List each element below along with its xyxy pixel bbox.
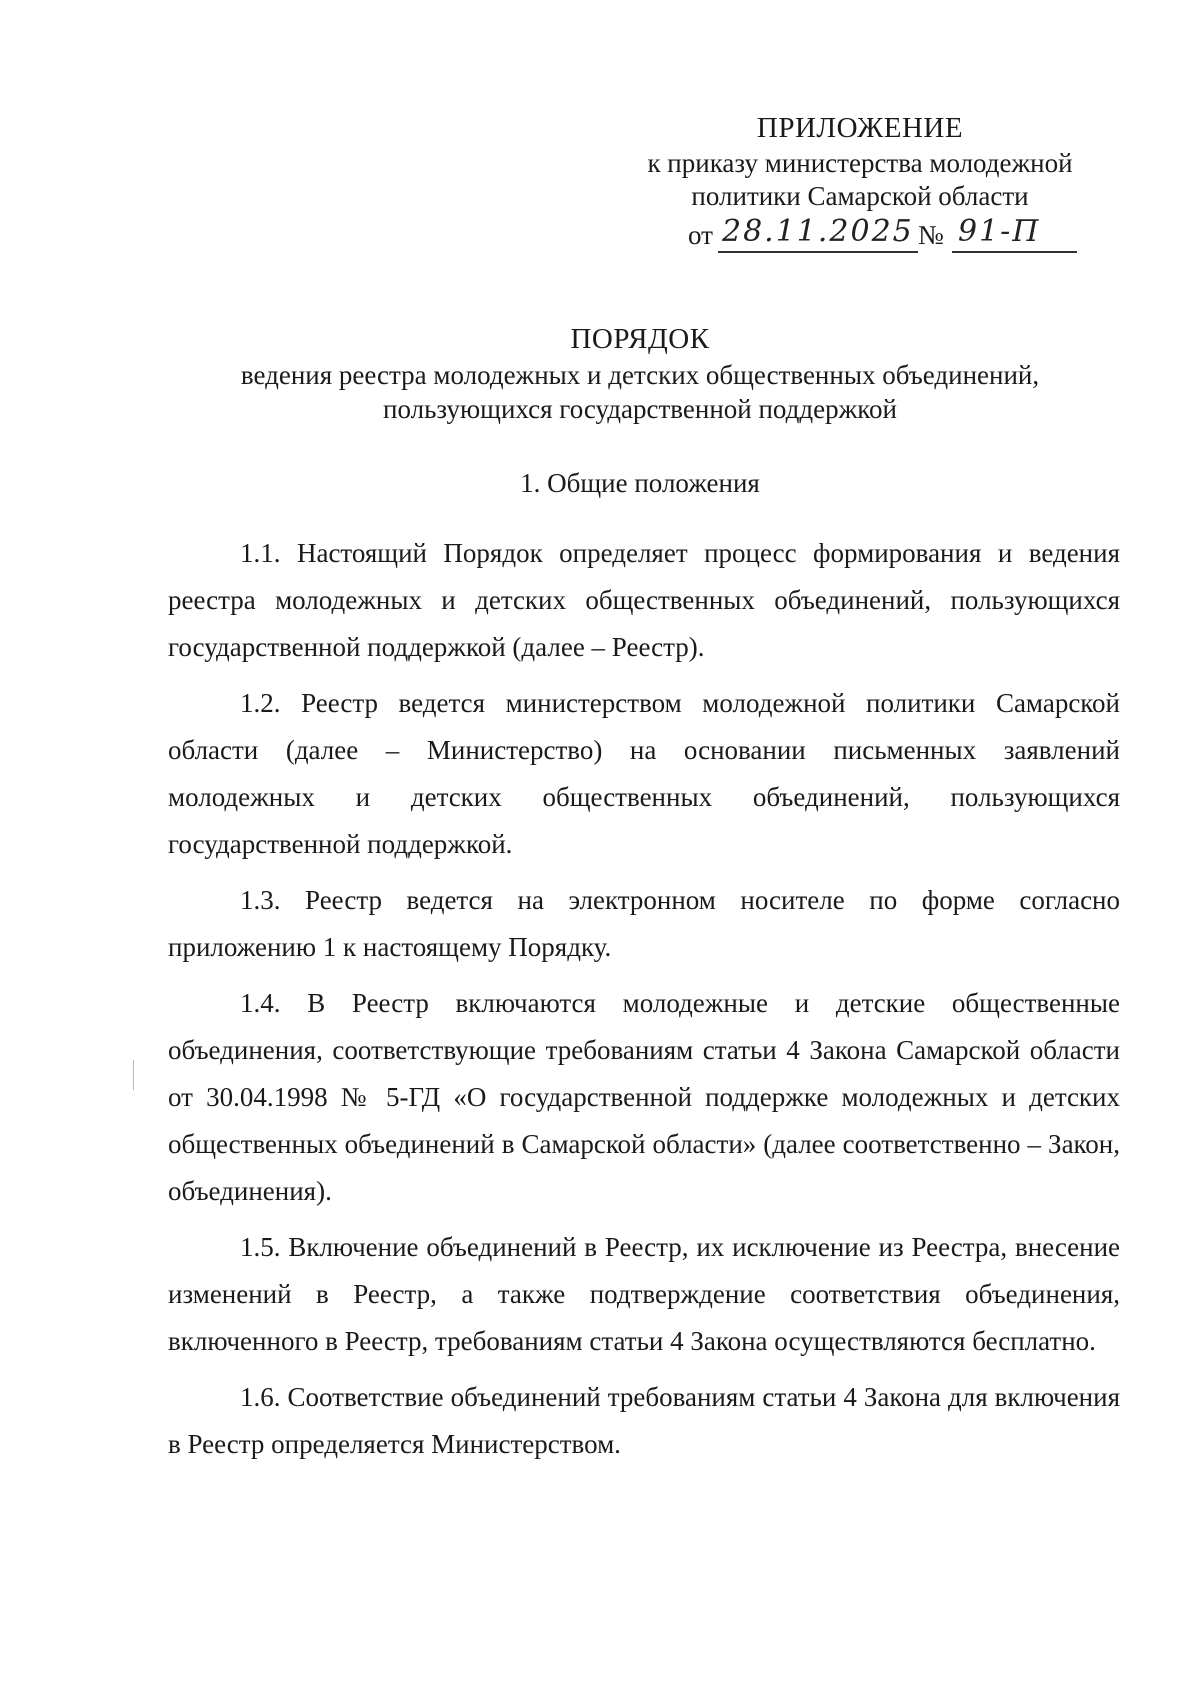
- paragraph-1-1: 1.1. Настоящий Порядок определяет процесс формирования и ведения реестра молодежных и детских общественных объединений, пользующихся государственной поддержкой (далее – Реестр).: [168, 538, 1120, 662]
- section-title: 1. Общие положения: [520, 468, 760, 498]
- appendix-line-1: к приказу министерства молодежной: [647, 148, 1073, 178]
- paragraph-1-2: 1.2. Реестр ведется министерством молодежной политики Самарской области (далее – Министерство) на основании письменных заявлений молодежных и детских общественных объединений, пользующихся государственной поддержкой.: [168, 688, 1120, 859]
- document-subtitle-line-2: пользующихся государственной поддержкой: [383, 394, 897, 424]
- handwritten-date: 28.11.2025: [722, 214, 914, 249]
- paragraph-1-4: 1.4. В Реестр включаются молодежные и детские общественные объединения, соответствующие требованиям статьи 4 Закона Самарской области от 30.04.1998 № 5-ГД «О государственной поддержке молодежных и детских общественных объединений в Самарской области» (далее соответственно – Закон, объединения).: [168, 988, 1120, 1206]
- number-underline: [952, 251, 1077, 253]
- date-underline: [718, 251, 918, 253]
- document-title-block: [160, 322, 1120, 426]
- date-prefix: от: [688, 220, 713, 250]
- order-date-line: [600, 215, 1120, 255]
- paragraph-1-5: 1.5. Включение объединений в Реестр, их исключение из Реестра, внесение изменений в Реестр, а также подтверждение соответствия объединения, включенного в Реестр, требованиям статьи 4 Закона осуществляются бесплатно.: [168, 1232, 1120, 1356]
- number-prefix: №: [918, 220, 944, 250]
- scan-margin-mark: [133, 1060, 134, 1090]
- appendix-block: [600, 112, 1120, 255]
- paragraph-1-6: 1.6. Соответствие объединений требованиям статьи 4 Закона для включения в Реестр определяется Министерством.: [168, 1382, 1120, 1459]
- paragraph-1-3: 1.3. Реестр ведется на электронном носителе по форме согласно приложению 1 к настоящему Порядку.: [168, 885, 1120, 962]
- document-body: [168, 530, 1120, 1477]
- appendix-heading: ПРИЛОЖЕНИЕ: [756, 112, 964, 144]
- appendix-line-2: политики Самарской области: [691, 181, 1029, 211]
- document-subtitle-line-1: ведения реестра молодежных и детских общественных объединений,: [240, 360, 1040, 390]
- handwritten-number: 91-П: [958, 214, 1041, 249]
- document-title: ПОРЯДОК: [570, 323, 710, 355]
